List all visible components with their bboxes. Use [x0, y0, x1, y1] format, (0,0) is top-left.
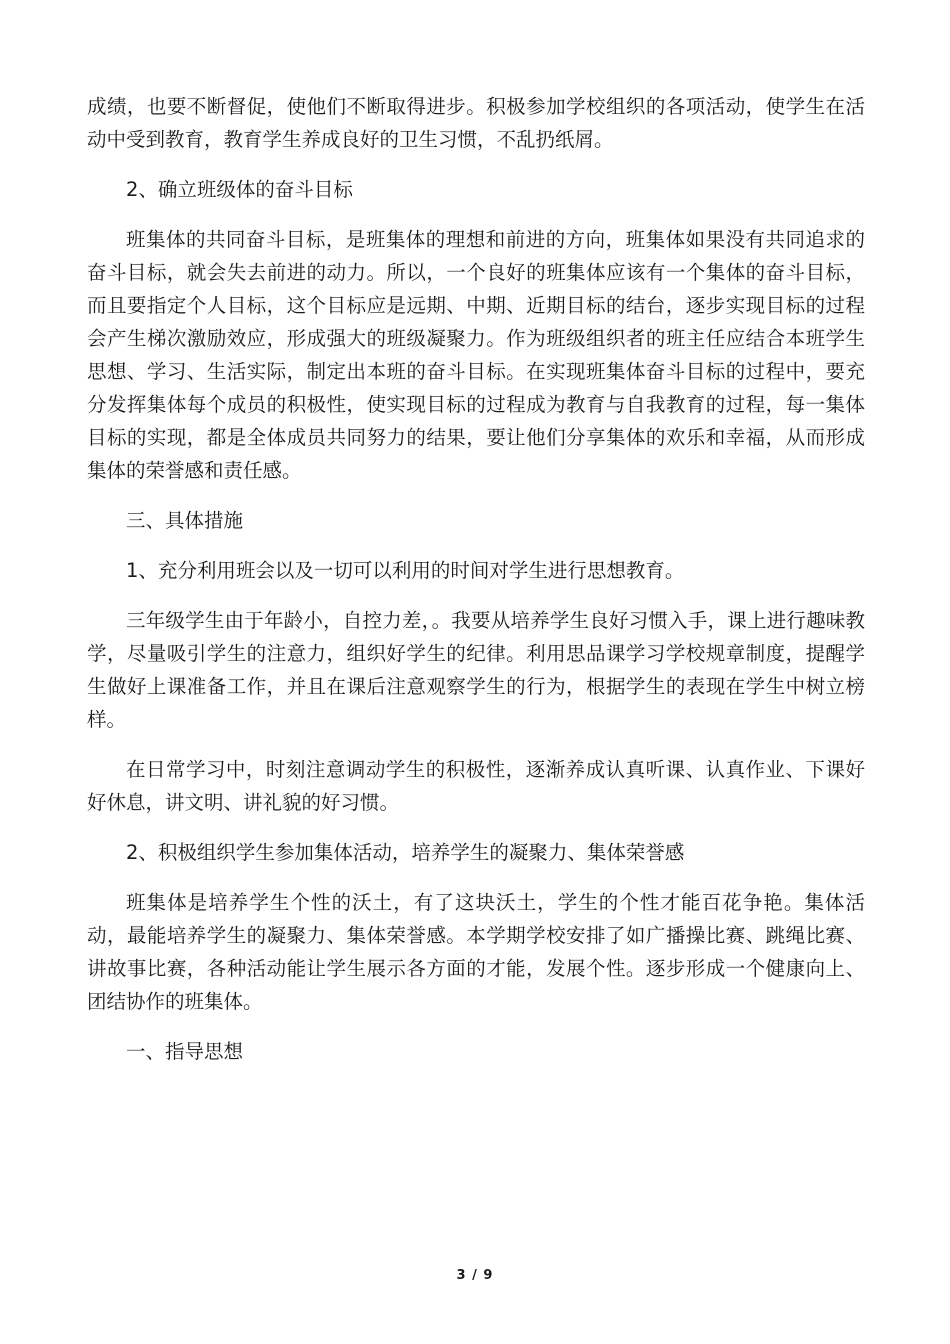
section-heading-goal: 2、确立班级体的奋斗目标 — [126, 178, 353, 201]
section-heading-guiding-thought: 一、指导思想 — [126, 1040, 244, 1063]
paragraph-goal: 班集体的共同奋斗目标，是班集体的理想和前进的方向，班集体如果没有共同追求的奋斗目标，就会失去前进的动力。所以，一个良好的班集体应该有一个集体的奋斗目标，而且要指定个人目标，这个目标应是远期、中期、近期目标的结台，逐步实现目标的过程会产生梯次激励效应，形成强大的班级凝聚力。作为班级组织者的班主任应结合本班学生思想、学习、生活实际，制定出本班的奋斗目标。在实现班集体奋斗目标的过程中，要充分发挥集体每个成员的积极性，使实现目标的过程成为教育与自我教育的过程，每一集体目标的实现，都是全体成员共同努力的结果，要让他们分享集体的欢乐和幸福，从而形成集体的荣誉感和责任感。 — [87, 228, 865, 482]
paragraph-grade-three: 三年级学生由于年龄小，自控力差，。我要从培养学生良好习惯入手，课上进行趣味教学，尽量吸引学生的注意力，组织好学生的纪律。利用思品课学习学校规章制度，提醒学生做好上课准备工作，并且在课后注意观察学生的行为，根据学生的表现在学生中树立榜样。 — [87, 609, 865, 731]
document-body — [87, 90, 865, 1085]
section-heading-class-meeting: 1、充分利用班会以及一切可以利用的时间对学生进行思想教育。 — [126, 559, 685, 582]
paragraph-continued: 成绩，也要不断督促，使他们不断取得进步。积极参加学校组织的各项活动，使学生在活动中受到教育，教育学生养成良好的卫生习惯，不乱扔纸屑。 — [87, 95, 865, 151]
paragraph-daily-study: 在日常学习中，时刻注意调动学生的积极性，逐渐养成认真听课、认真作业、下课好好休息，讲文明、讲礼貌的好习惯。 — [87, 758, 865, 814]
paragraph-class-collective: 班集体是培养学生个性的沃土，有了这块沃土，学生的个性才能百花争艳。集体活动，最能培养学生的凝聚力、集体荣誉感。本学期学校安排了如广播操比赛、跳绳比赛、讲故事比赛，各种活动能让学生展示各方面的才能，发展个性。逐步形成一个健康向上、团结协作的班集体。 — [87, 891, 865, 1013]
page-number: 3 / 9 — [456, 1268, 494, 1283]
section-heading-activities: 2、积极组织学生参加集体活动，培养学生的凝聚力、集体荣誉感 — [126, 841, 685, 864]
section-heading-measures: 三、具体措施 — [126, 509, 244, 532]
